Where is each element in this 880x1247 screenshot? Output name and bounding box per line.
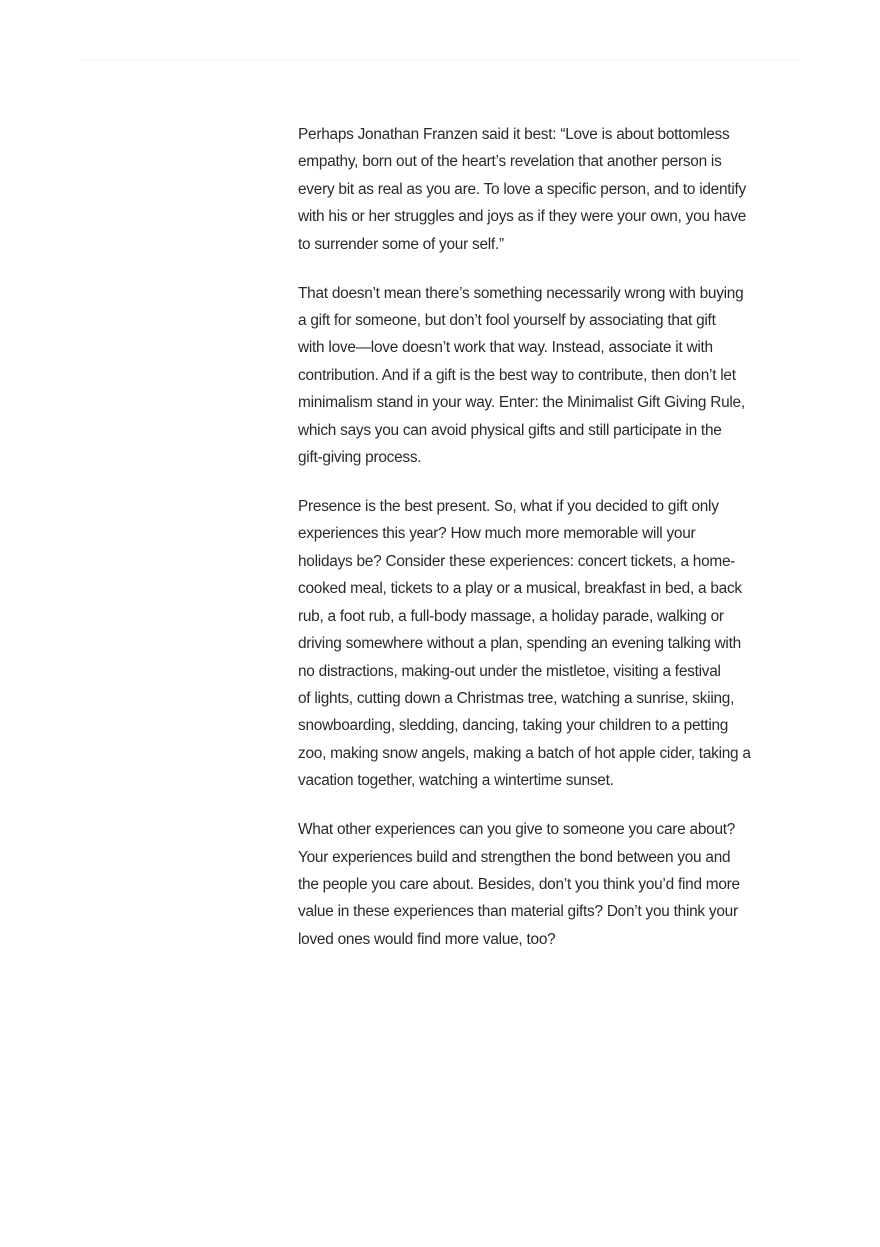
body-text (298, 121, 760, 975)
paragraph-gift-contribution: That doesn’t mean there’s something necessarily wrong with buying a gift for someone, but don’t fool yourself by associating that gift with love—love doesn’t work that way. Instead, associate it with contribution. And if a gift is the best way to contribute, then don’t let minimalism stand in your way. Enter: the Minimalist Gift Giving Rule, which says you can avoid physical gifts and still participate in the gift-giving process. (298, 284, 745, 467)
header-divider (80, 60, 800, 61)
paragraph-franzen-quote: Perhaps Jonathan Franzen said it best: “Love is about bottomless empathy, born out of the heart’s revelation that another person is every bit as real as you are. To love a specific person, and to identify with his or her struggles and joys as if they were your own, you have to surrender some of your self.” (298, 126, 747, 253)
paragraph-presence-experiences: Presence is the best present. So, what if you decided to gift only experiences this year? How much more memorable will your holidays be? Consider these experiences: concert tickets, a home- cooked meal, tickets to a play or a musical, breakfast in bed, a back rub, a foot rub, a full-body massage, a holiday parade, walking or driving somewhere without a plan, spending an evening talking with no distractions, making-out under the mistletoe, visiting a festival of lights, cutting down a Christmas tree, watching a sunrise, skiing, snowboarding, sledding, dancing, taking your children to a petting zoo, making snow angels, making a batch of hot apple cider, taking a vacation together, watching a wintertime sunset. (298, 498, 751, 790)
paragraph-other-experiences: What other experiences can you give to someone you care about? Your experiences build and strengthen the bond between you and the people you care about. Besides, don’t you think you’d find more value in these experiences than material gifts? Don’t you think your loved ones would find more value, too? (298, 821, 740, 948)
